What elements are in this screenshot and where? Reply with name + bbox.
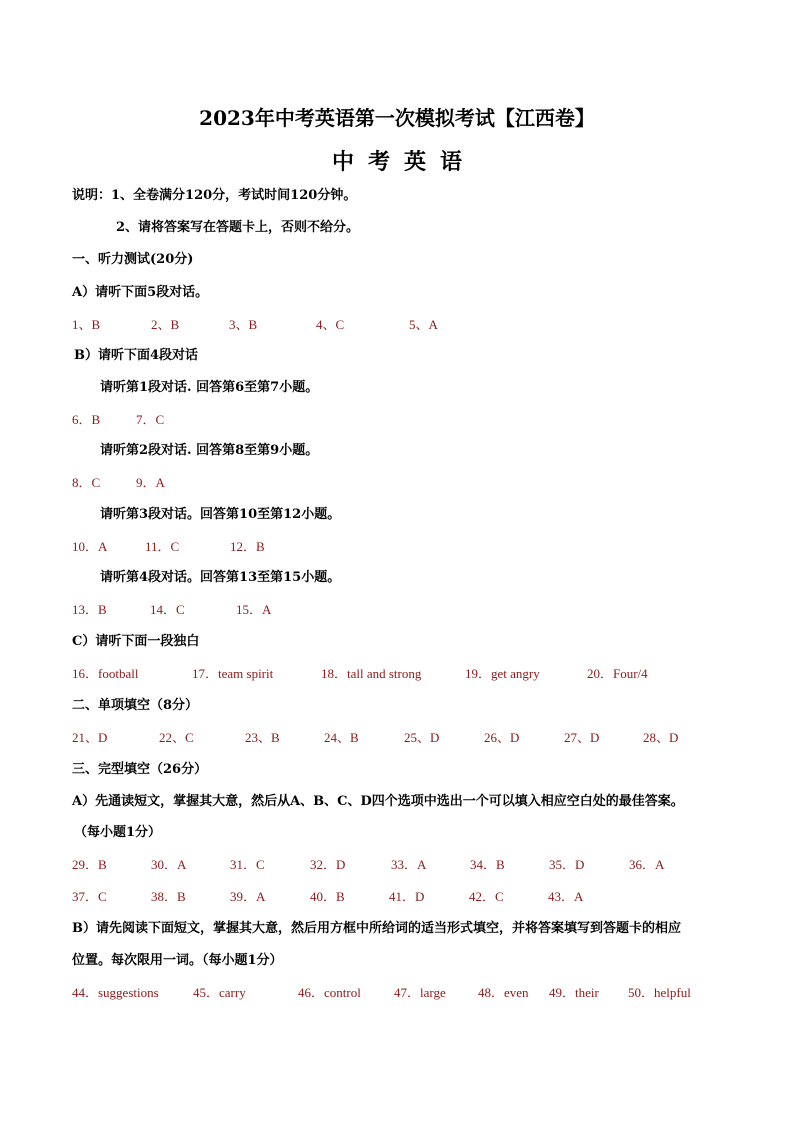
answer: 14．C bbox=[150, 602, 185, 617]
section-cloze-heading: 三、完型填空（26分） bbox=[72, 762, 208, 777]
answer: 39．A bbox=[230, 889, 266, 904]
answer: 36．A bbox=[629, 857, 665, 872]
section-single-choice-heading: 二、单项填空（8分） bbox=[72, 698, 199, 713]
dialog-4-instruction: 请听第4段对话。回答第13至第15小题。 bbox=[100, 570, 341, 585]
cloze-part-b: B）请先阅读下面短文，掌握其大意，然后用方框中所给词的适当形式填空，并将答案填写到答题卡的相应 bbox=[72, 921, 681, 936]
answer: 26、D bbox=[484, 730, 520, 745]
answer: 8．C bbox=[72, 475, 101, 490]
answer: 34．B bbox=[470, 857, 505, 872]
answer: 17．team spirit bbox=[192, 666, 274, 681]
answer: 38．B bbox=[151, 889, 186, 904]
listening-part-a: A）请听下面5段对话。 bbox=[72, 285, 209, 300]
answer: 49．their bbox=[549, 985, 599, 1000]
answer: 2、B bbox=[151, 317, 180, 332]
answer: 22、C bbox=[159, 730, 194, 745]
answer: 15．A bbox=[236, 602, 272, 617]
answer: 24、B bbox=[324, 730, 359, 745]
answer: 35．D bbox=[549, 857, 585, 872]
answer: 4、C bbox=[316, 317, 345, 332]
note-1: 说明：1、全卷满分120分，考试时间120分钟。 bbox=[72, 188, 357, 203]
answer: 19．get angry bbox=[465, 666, 540, 681]
answer: 37．C bbox=[72, 889, 107, 904]
answer: 1、B bbox=[72, 317, 101, 332]
answer: 5、A bbox=[409, 317, 438, 332]
answer: 9．A bbox=[136, 475, 165, 490]
note-2: 2、请将答案写在答题卡上，否则不给分。 bbox=[116, 220, 360, 235]
dialog-1-instruction: 请听第1段对话. 回答第6至第7小题。 bbox=[100, 380, 319, 395]
answer: 43．A bbox=[548, 889, 584, 904]
answer: 30．A bbox=[151, 857, 187, 872]
page-subtitle: 中考英语 bbox=[331, 149, 476, 175]
cloze-part-a-note: （每小题1分） bbox=[74, 825, 162, 840]
answer: 48．even bbox=[478, 985, 529, 1000]
answer: 31．C bbox=[230, 857, 265, 872]
page-title: 2023年中考英语第一次模拟考试【江西卷】 bbox=[199, 106, 595, 130]
answer: 41．D bbox=[389, 889, 425, 904]
section-listening-heading: 一、听力测试(20分) bbox=[72, 252, 194, 267]
cloze-part-b-continued: 位置。每次限用一词。（每小题1分） bbox=[72, 953, 283, 968]
dialog-3-instruction: 请听第3段对话。回答第10至第12小题。 bbox=[100, 507, 341, 522]
answer: 10．A bbox=[72, 539, 108, 554]
answer: 11．C bbox=[145, 539, 180, 554]
answer: 28、D bbox=[643, 730, 679, 745]
answer: 6．B bbox=[72, 412, 101, 427]
listening-part-c: C）请听下面一段独白 bbox=[72, 634, 200, 649]
answer: 3、B bbox=[229, 317, 258, 332]
answer: 40．B bbox=[310, 889, 345, 904]
cloze-part-a: A）先通读短文，掌握其大意，然后从A、B、C、D四个选项中选出一个可以填入相应空白处的最佳答案。 bbox=[72, 794, 684, 809]
dialog-2-instruction: 请听第2段对话. 回答第8至第9小题。 bbox=[100, 443, 319, 458]
answer: 20．Four/4 bbox=[587, 666, 648, 681]
answer: 44．suggestions bbox=[72, 985, 159, 1000]
answer: 29．B bbox=[72, 857, 107, 872]
answer: 33．A bbox=[391, 857, 427, 872]
answer: 50．helpful bbox=[628, 985, 691, 1000]
answer: 32．D bbox=[310, 857, 346, 872]
answer: 16．football bbox=[72, 666, 139, 681]
answer: 18．tall and strong bbox=[321, 666, 422, 681]
answer: 12．B bbox=[230, 539, 265, 554]
answer: 25、D bbox=[404, 730, 440, 745]
answer: 21、D bbox=[72, 730, 108, 745]
answer: 27、D bbox=[564, 730, 600, 745]
answer: 47．large bbox=[394, 985, 446, 1000]
answer: 13．B bbox=[72, 602, 107, 617]
answer: 45．carry bbox=[193, 985, 246, 1000]
answer: 42．C bbox=[469, 889, 504, 904]
listening-part-b: B）请听下面4段对话 bbox=[74, 348, 199, 363]
answer: 23、B bbox=[245, 730, 280, 745]
answer: 7．C bbox=[136, 412, 165, 427]
answer: 46．control bbox=[298, 985, 361, 1000]
